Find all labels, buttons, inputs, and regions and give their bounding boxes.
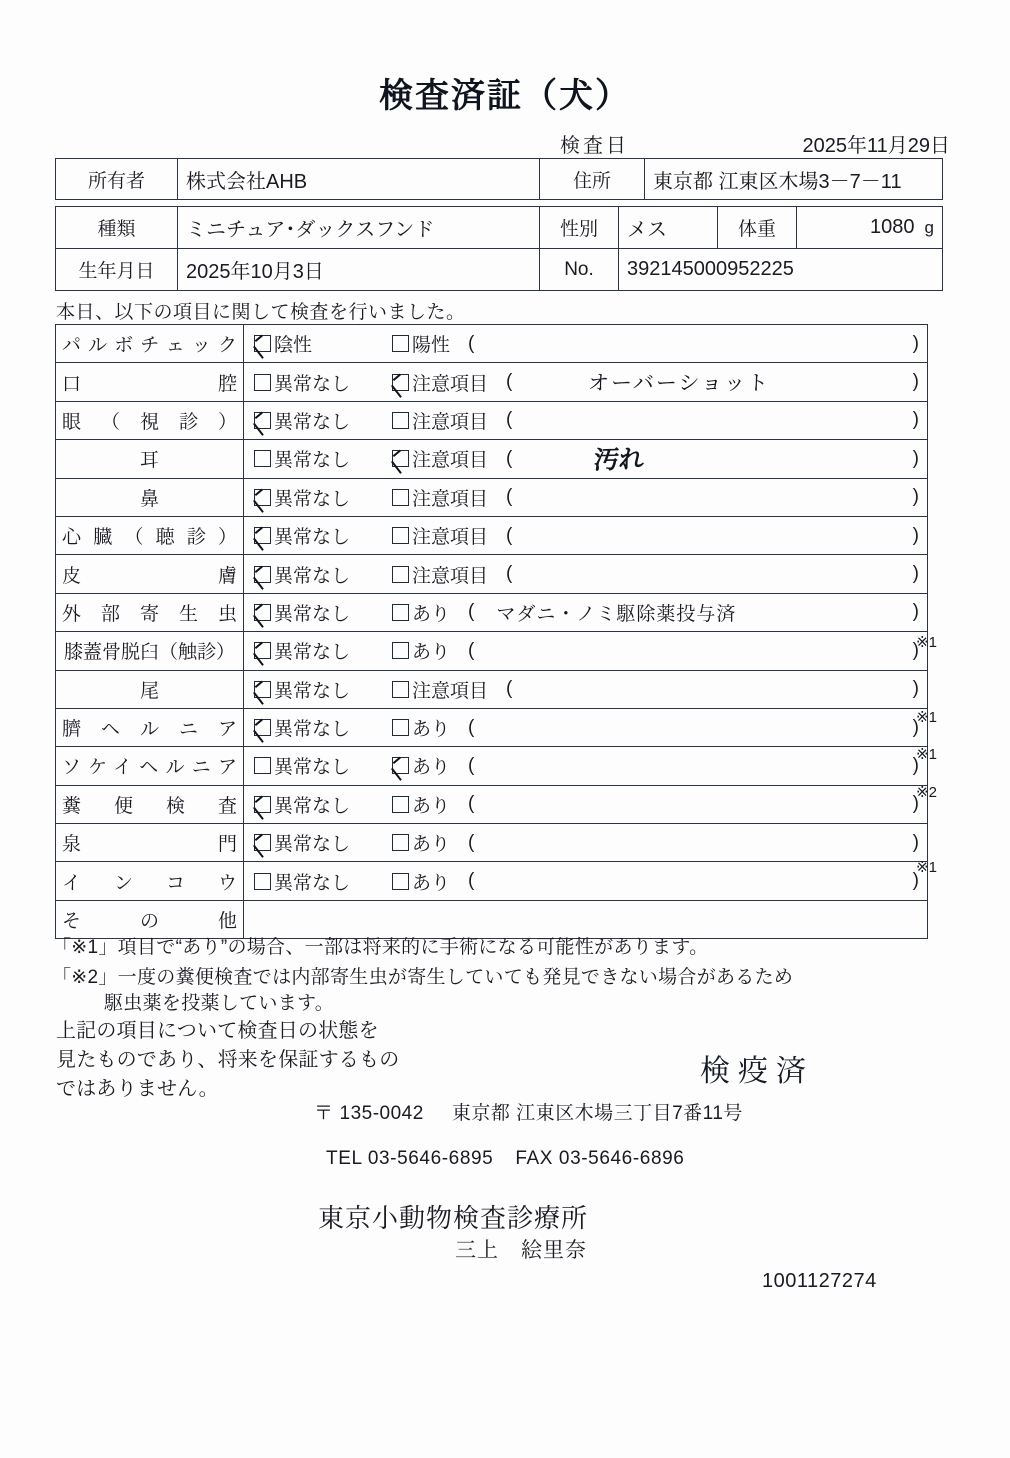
exam-option-secondary[interactable]: [392, 752, 450, 779]
exam-option-secondary-label: あり: [412, 603, 451, 625]
exam-item-label: 尾: [56, 670, 244, 708]
clinic-contact: [326, 1148, 684, 1170]
exam-option-primary[interactable]: [254, 676, 392, 703]
checkbox-checked-icon[interactable]: [254, 527, 271, 544]
exam-date-row: [560, 129, 950, 158]
checkbox-icon[interactable]: [392, 566, 409, 583]
exam-option-secondary-label: 注意項目: [412, 450, 489, 472]
checkbox-icon[interactable]: [392, 681, 409, 698]
exam-item-remark-text: マダニ・ノミ駆除薬投与済: [496, 603, 737, 625]
checkbox-icon[interactable]: [254, 873, 271, 890]
clinic-address-text: 東京都 江東区木場三丁目7番11号: [451, 1103, 743, 1124]
exam-item-row: [56, 708, 928, 746]
paren-close: ): [912, 754, 919, 776]
paren-open: (: [468, 870, 475, 892]
sex-label-cell: 性別: [540, 207, 619, 249]
paren-open: (: [506, 409, 513, 431]
exam-option-secondary-label: 注意項目: [412, 488, 489, 510]
birth-label-cell: 生年月日: [56, 249, 178, 291]
exam-item-options: [244, 593, 928, 631]
exam-item-row: [56, 862, 928, 900]
clinic-tel: TEL 03-5646-6895: [326, 1148, 494, 1169]
exam-item-label: その他: [56, 900, 244, 938]
exam-item-remark-field[interactable]: [506, 486, 927, 508]
exam-item-options: [244, 478, 928, 516]
checkbox-checked-icon[interactable]: [254, 719, 271, 736]
checkbox-checked-icon[interactable]: [254, 834, 271, 851]
table-row: [56, 249, 943, 291]
paren-open: (: [506, 447, 513, 469]
checkbox-icon[interactable]: [392, 719, 409, 736]
exam-item-row: [56, 785, 928, 823]
disclaimer-line-3: ではありません。: [56, 1078, 219, 1100]
paren-open: (: [506, 563, 513, 585]
exam-item-row: [56, 401, 928, 439]
exam-option-secondary[interactable]: [392, 714, 450, 741]
clinic-name: 東京小動物検査診療所: [318, 1203, 589, 1233]
table-row: [56, 159, 943, 200]
exam-item-remark-field[interactable]: [468, 333, 927, 355]
exam-item-remark-field[interactable]: [506, 563, 927, 585]
exam-option-primary-label: 異常なし: [274, 565, 351, 587]
exam-option-primary[interactable]: [254, 637, 392, 664]
exam-option-primary[interactable]: [254, 484, 392, 511]
checkbox-icon[interactable]: [392, 834, 409, 851]
exam-option-secondary-label: あり: [412, 719, 451, 741]
checkbox-icon[interactable]: [392, 489, 409, 506]
exam-option-secondary[interactable]: [392, 484, 488, 511]
postal-mark-icon: 〒: [314, 1103, 334, 1124]
checkbox-icon[interactable]: [254, 450, 271, 467]
exam-option-secondary[interactable]: [392, 868, 450, 895]
checkbox-icon[interactable]: [392, 527, 409, 544]
footnote-2-line1: 「※2」一度の糞便検査では内部寄生虫が寄生していても発見できない場合があるため: [52, 967, 794, 988]
paren-close: ): [912, 678, 919, 700]
exam-item-footnote-marker: ※2: [916, 783, 937, 801]
checkbox-checked-icon[interactable]: [254, 642, 271, 659]
exam-option-primary[interactable]: [254, 445, 392, 472]
exam-item-remark-field[interactable]: [506, 525, 927, 547]
exam-option-secondary[interactable]: [392, 599, 450, 626]
exam-item-row: [56, 516, 928, 554]
checkbox-checked-icon[interactable]: [392, 374, 409, 391]
veterinarian-name: 三上 絵里奈: [455, 1239, 587, 1262]
exam-option-secondary[interactable]: [392, 407, 488, 434]
checkbox-checked-icon[interactable]: [254, 489, 271, 506]
exam-item-remark-field[interactable]: [506, 367, 927, 397]
exam-date-value: 2025年11月29日: [802, 135, 950, 157]
exam-item-row: [56, 555, 928, 593]
exam-option-secondary-label: あり: [412, 757, 451, 779]
sex-value-cell: メス: [619, 207, 718, 249]
exam-option-primary[interactable]: [254, 791, 392, 818]
intro-text: 本日、以下の項目に関して検査を行いました。: [56, 302, 466, 323]
paren-close: ): [912, 870, 919, 892]
exam-option-primary[interactable]: [254, 868, 392, 895]
exam-item-footnote-marker: ※1: [916, 858, 937, 876]
exam-item-options: [244, 708, 928, 746]
exam-item-label: 耳: [56, 440, 244, 478]
exam-item-options: [244, 632, 928, 670]
exam-item-remark-field[interactable]: [468, 793, 927, 815]
paren-close: ): [912, 332, 919, 354]
exam-option-primary-label: 異常なし: [274, 834, 351, 856]
checkbox-checked-icon[interactable]: [254, 566, 271, 583]
exam-item-row: [56, 325, 928, 363]
exam-item-remark-field[interactable]: [468, 717, 927, 739]
page-title: 検査済証（犬）: [379, 77, 631, 115]
exam-item-label: 泉門: [56, 824, 244, 862]
checkbox-icon[interactable]: [254, 374, 271, 391]
exam-option-primary-label: 陰性: [274, 335, 313, 357]
paren-open: (: [468, 754, 475, 776]
checkbox-icon[interactable]: [392, 642, 409, 659]
owner-table: [55, 158, 943, 200]
quarantine-stamp: 検疫済: [700, 1055, 814, 1088]
no-value-cell: 392145000952225: [619, 249, 943, 291]
paren-open: (: [468, 793, 475, 815]
exam-option-primary[interactable]: [254, 752, 392, 779]
exam-item-options: [244, 516, 928, 554]
weight-label-cell: 体重: [718, 207, 797, 249]
exam-option-primary[interactable]: [254, 522, 392, 549]
paren-open: (: [468, 639, 475, 661]
owner-label-cell: 所有者: [56, 159, 178, 200]
exam-item-row: [56, 824, 928, 862]
exam-option-primary-label: 異常なし: [274, 680, 351, 702]
exam-item-label: 口腔: [56, 363, 244, 401]
checkbox-icon[interactable]: [392, 604, 409, 621]
exam-option-secondary[interactable]: [392, 637, 450, 664]
exam-option-secondary[interactable]: [392, 829, 450, 856]
paren-close: ): [912, 409, 919, 431]
exam-item-label: インコウ: [56, 862, 244, 900]
paren-open: (: [468, 831, 475, 853]
paren-open: (: [506, 678, 513, 700]
exam-item-options: [244, 363, 928, 401]
exam-option-primary-label: 異常なし: [274, 450, 351, 472]
exam-item-row: [56, 593, 928, 631]
exam-item-options: [244, 325, 928, 363]
exam-option-primary[interactable]: [254, 330, 392, 357]
paren-close: ): [912, 486, 919, 508]
exam-option-primary[interactable]: [254, 599, 392, 626]
checkbox-checked-icon[interactable]: [254, 681, 271, 698]
exam-item-options: [244, 785, 928, 823]
exam-item-label: 臍ヘルニア: [56, 708, 244, 746]
exam-option-secondary-label: 陽性: [412, 335, 451, 357]
exam-option-secondary[interactable]: [392, 445, 488, 472]
checkbox-icon[interactable]: [254, 757, 271, 774]
address-label-cell: 住所: [540, 159, 645, 200]
checkbox-icon[interactable]: [392, 335, 409, 352]
exam-item-remark-field[interactable]: [468, 832, 927, 854]
exam-option-secondary-label: 注意項目: [412, 680, 489, 702]
exam-date-label: 検査日: [560, 135, 629, 157]
exam-option-primary[interactable]: [254, 369, 392, 396]
breed-value-cell: ミニチュア･ダックスフンド: [178, 207, 540, 249]
weight-value-cell: [797, 207, 943, 249]
clinic-address: [314, 1098, 743, 1125]
paren-close: ): [912, 371, 919, 393]
exam-option-secondary[interactable]: [392, 330, 450, 357]
exam-option-secondary-label: あり: [412, 834, 451, 856]
paren-open: (: [506, 371, 513, 393]
exam-option-primary-label: 異常なし: [274, 603, 351, 625]
exam-item-label: ソケイヘルニア: [56, 747, 244, 785]
checkbox-checked-icon[interactable]: [392, 450, 409, 467]
exam-item-remark-field[interactable]: [468, 870, 927, 892]
exam-item-row: [56, 747, 928, 785]
paren-close: ): [912, 793, 919, 815]
exam-item-remark-field[interactable]: [468, 599, 927, 626]
exam-option-secondary[interactable]: [392, 522, 488, 549]
exam-item-label: 膝蓋骨脱臼（触診）: [56, 632, 244, 670]
exam-item-label: 眼（視診）: [56, 401, 244, 439]
exam-item-label: 皮膚: [56, 555, 244, 593]
exam-items-table: [55, 324, 928, 939]
address-value-cell: 東京都 江東区木場3－7－11: [645, 159, 943, 200]
weight-unit: g: [924, 218, 934, 237]
exam-option-secondary[interactable]: [392, 369, 488, 396]
footnote-1: 「※1」項目で“あり”の場合、一部は将来的に手術になる可能性があります。: [52, 937, 709, 958]
disclaimer-line-2: 見たものであり、将来を保証するもの: [56, 1049, 400, 1071]
clinic-zip: 135-0042: [339, 1103, 424, 1124]
exam-option-primary[interactable]: [254, 829, 392, 856]
exam-item-footnote-marker: ※1: [916, 709, 937, 726]
exam-option-primary[interactable]: [254, 714, 392, 741]
exam-item-options: [244, 862, 928, 900]
exam-option-primary[interactable]: [254, 407, 392, 434]
exam-item-row: [56, 632, 928, 670]
checkbox-checked-icon[interactable]: [254, 604, 271, 621]
exam-option-primary-label: 異常なし: [274, 642, 351, 664]
exam-item-remark-field[interactable]: [506, 678, 927, 700]
paren-open: (: [506, 524, 513, 546]
exam-option-secondary[interactable]: [392, 791, 450, 818]
exam-item-options: [244, 555, 928, 593]
exam-option-secondary-label: 注意項目: [412, 411, 489, 433]
exam-item-row: [56, 478, 928, 516]
exam-item-remark-field[interactable]: [506, 441, 927, 477]
exam-item-label: 糞便検査: [56, 785, 244, 823]
animal-info-table: [55, 206, 943, 291]
exam-option-primary-label: 異常なし: [274, 795, 351, 817]
exam-item-label: パルボチェック: [56, 325, 244, 363]
exam-item-remark-text: オーバーショット: [587, 371, 771, 396]
checkbox-checked-icon[interactable]: [392, 757, 409, 774]
exam-item-remark-field[interactable]: [468, 640, 927, 662]
birth-value-cell: 2025年10月3日: [178, 249, 540, 291]
exam-option-primary-label: 異常なし: [274, 719, 351, 741]
exam-option-primary-label: 異常なし: [274, 872, 351, 894]
exam-item-row: [56, 440, 928, 478]
checkbox-icon[interactable]: [392, 412, 409, 429]
owner-value-cell: 株式会社AHB: [178, 159, 540, 200]
exam-item-footnote-marker: ※1: [916, 746, 937, 764]
exam-item-label: 鼻: [56, 478, 244, 516]
checkbox-checked-icon[interactable]: [254, 335, 271, 352]
exam-item-remark-field[interactable]: [506, 409, 927, 431]
exam-option-primary-label: 異常なし: [274, 757, 351, 779]
exam-item-options: [244, 401, 928, 439]
exam-option-secondary-label: あり: [412, 642, 451, 664]
exam-item-row: [56, 670, 928, 708]
paren-close: ): [912, 524, 919, 546]
exam-item-remark-field[interactable]: [468, 755, 927, 777]
exam-item-options: [244, 670, 928, 708]
document-number: 1001127274: [762, 1270, 877, 1292]
exam-item-options: [244, 747, 928, 785]
exam-option-secondary[interactable]: [392, 561, 488, 588]
weight-number: 1080: [870, 216, 915, 238]
paren-close: ): [912, 601, 919, 623]
exam-option-secondary-label: あり: [412, 872, 451, 894]
disclaimer-line-1: 上記の項目について検査日の状態を: [56, 1020, 379, 1042]
exam-option-primary-label: 異常なし: [274, 488, 351, 510]
exam-item-label: 外部寄生虫: [56, 593, 244, 631]
exam-option-secondary-label: あり: [412, 795, 451, 817]
exam-option-primary[interactable]: [254, 561, 392, 588]
exam-option-secondary[interactable]: [392, 676, 488, 703]
checkbox-icon[interactable]: [392, 873, 409, 890]
exam-item-row: [56, 363, 928, 401]
exam-option-primary-label: 異常なし: [274, 527, 351, 549]
table-row: [56, 207, 943, 249]
exam-option-primary-label: 異常なし: [274, 411, 351, 433]
footnote-2-line2: 駆虫薬を投薬しています。: [104, 993, 335, 1014]
exam-item-options: [244, 440, 928, 478]
paren-close: ): [912, 831, 919, 853]
exam-item-label: 心臓（聴診）: [56, 516, 244, 554]
paren-open: (: [468, 716, 475, 738]
exam-option-secondary-label: 注意項目: [412, 373, 489, 395]
exam-option-primary-label: 異常なし: [274, 373, 351, 395]
breed-label-cell: 種類: [56, 207, 178, 249]
no-label-cell: No.: [540, 249, 619, 291]
exam-item-remark-text: 汚れ: [593, 444, 646, 475]
clinic-fax: FAX 03-5646-6896: [515, 1148, 685, 1169]
exam-option-secondary-label: 注意項目: [412, 565, 489, 587]
exam-option-secondary-label: 注意項目: [412, 527, 489, 549]
checkbox-checked-icon[interactable]: [254, 412, 271, 429]
exam-item-options: [244, 824, 928, 862]
paren-open: (: [468, 601, 475, 623]
checkbox-icon[interactable]: [392, 796, 409, 813]
paren-open: (: [506, 486, 513, 508]
paren-open: (: [468, 332, 475, 354]
exam-item-footnote-marker: ※1: [916, 634, 937, 652]
paren-close: ): [912, 563, 919, 585]
paren-close: ): [912, 639, 919, 661]
paren-close: ): [912, 447, 919, 469]
checkbox-checked-icon[interactable]: [254, 796, 271, 813]
paren-close: ): [912, 716, 919, 738]
